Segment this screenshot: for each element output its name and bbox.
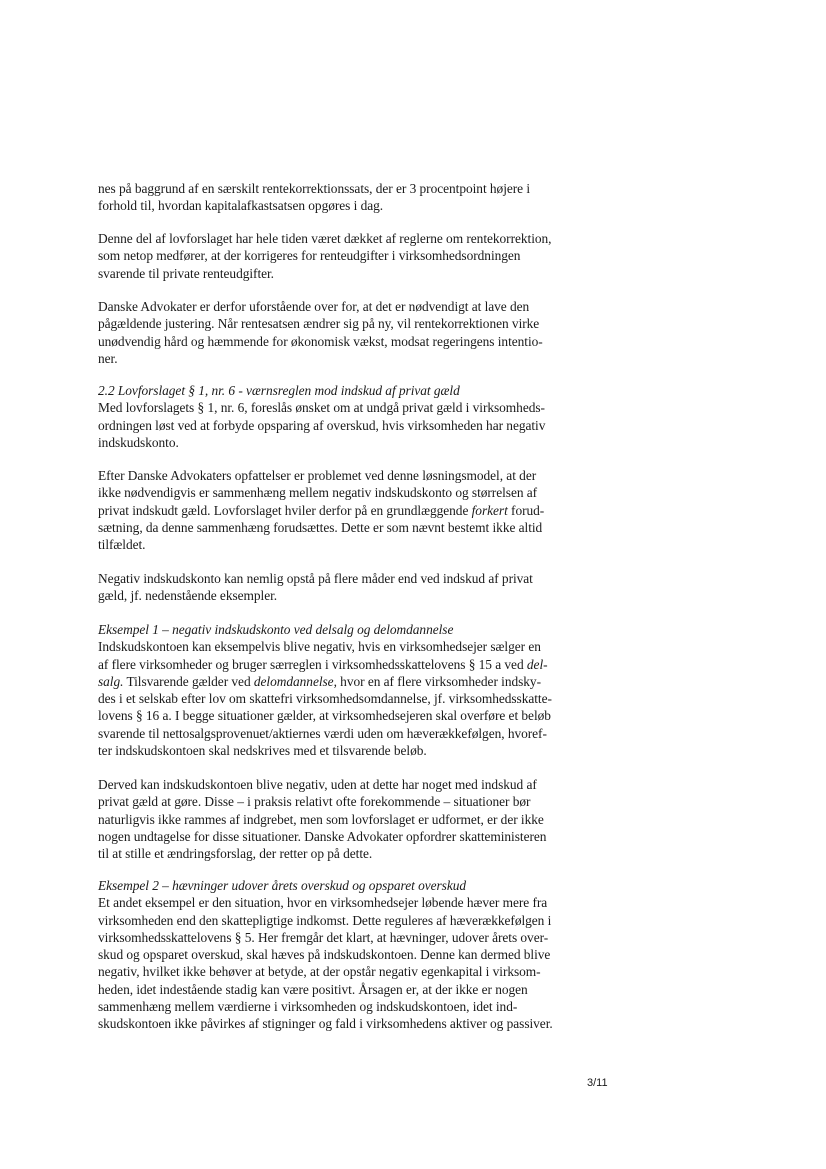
text-line: Indskudskontoen kan eksempelvis blive negativ, hvis en virksomhedsejer sælger en	[98, 639, 541, 655]
text-line: des i et selskab efter lov om skattefri virksomhedsomdannelse, jf. virksomhedsskatte-	[98, 691, 552, 707]
text-line: af flere virksomheder og bruger særreglen i virksomhedsskattelovens § 15 a ved del-	[98, 656, 548, 672]
text-line: Danske Advokater er derfor uforstående over for, at det er nødvendigt at lave den	[98, 299, 530, 314]
section-heading: Eksempel 2 – hævninger udover årets overskud og opsparet overskud	[98, 878, 467, 893]
text-line: pågældende justering. Når rentesatsen ændrer sig på ny, vil rentekorrektionen virke	[98, 316, 540, 332]
text-line: til at stille et ændringsforslag, der retter op på dette.	[98, 846, 373, 862]
text-line: virksomheden end den skattepligtige indkomst. Dette reguleres af hæverækkefølgen i	[98, 912, 552, 928]
paragraph	[98, 570, 533, 605]
text-line: ordningen løst ved at forbyde opsparing af overskud, hvis virksomheden har negativ	[98, 417, 546, 433]
text-line: heden, idet indestående stadig kan være positivt. Årsagen er, at der ikke er nogen	[98, 981, 528, 997]
text-line: sammenhæng mellem værdierne i virksomheden og indskudskontoen, idet ind-	[98, 999, 518, 1015]
text-line: unødvendig hård og hæmmende for økonomisk vækst, modsat regeringens intentio-	[98, 333, 543, 349]
text-line: Derved kan indskudskontoen blive negativ, uden at dette har noget med indskud af	[98, 777, 537, 792]
section-block	[98, 382, 545, 451]
text-line: privat indskudt gæld. Lovforslaget hviler derfor på en grundlæggende forkert forud-	[98, 502, 545, 518]
paragraph	[98, 298, 543, 367]
text-line: privat gæld at gøre. Disse – i praksis relativt ofte forekommende – situationer bør	[98, 794, 531, 810]
text-line: ter indskudskontoen skal nedskrives med et tilsvarende beløb.	[98, 743, 427, 759]
text-line: forhold til, hvordan kapitalafkastsatsen opgøres i dag.	[98, 198, 384, 214]
text-line: Denne del af lovforslaget har hele tiden været dækket af reglerne om rentekorrektion,	[98, 231, 552, 246]
section-heading: Eksempel 1 – negativ indskudskonto ved delsalg og delomdannelse	[98, 622, 454, 637]
text-line: Et andet eksempel er den situation, hvor en virksomhedsejer løbende hæver mere fra	[98, 895, 548, 911]
text-line: Med lovforslagets § 1, nr. 6, foreslås ønsket om at undgå privat gæld i virksomheds-	[98, 400, 545, 416]
paragraph	[98, 467, 544, 553]
text-line: tilfældet.	[98, 537, 146, 553]
text-line: indskudskonto.	[98, 434, 179, 450]
section-block	[98, 621, 552, 759]
paragraph	[98, 230, 551, 282]
text-line: gæld, jf. nedenstående eksempler.	[98, 588, 278, 604]
text-line: ikke nødvendigvis er sammenhæng mellem negativ indskudskonto og størrelsen af	[98, 485, 538, 501]
text-line: nogen undtagelse for disse situationer. Danske Advokater opfordrer skatteministeren	[98, 828, 547, 844]
paragraph	[98, 776, 546, 862]
page-number: 3/11	[587, 1077, 608, 1089]
text-line: ner.	[98, 350, 118, 366]
text-line: skud og opsparet overskud, skal hæves på indskudskontoen. Denne kan dermed blive	[98, 947, 551, 963]
text-line: lovens § 16 a. I begge situationer gælder, at virksomhedsejeren skal overføre et beløb	[98, 708, 551, 724]
text-line: svarende til private renteudgifter.	[98, 265, 274, 281]
text-line: negativ, hvilket ikke behøver at betyde, at der opstår negativ egenkapital i virksom-	[98, 964, 541, 980]
paragraph	[98, 180, 530, 215]
text-line: Efter Danske Advokaters opfattelser er problemet ved denne løsningsmodel, at der	[98, 468, 537, 483]
text-line: virksomhedsskattelovens § 5. Her fremgår det klart, at hævninger, udover årets over-	[98, 929, 549, 945]
text-line: som netop medfører, at der korrigeres for renteudgifter i virksomhedsordningen	[98, 248, 521, 264]
section-block	[98, 877, 553, 1033]
text-line: salg. Tilsvarende gælder ved delomdannelse, hvor en af flere virksomheder indsky-	[98, 673, 541, 689]
text-line: skudskontoen ikke påvirkes af stigninger og fald i virksomhedens aktiver og passiver.	[98, 1016, 553, 1032]
text-line: naturligvis ikke rammes af indgrebet, men som lovforslaget er udformet, er der ikke	[98, 811, 544, 827]
text-line: Negativ indskudskonto kan nemlig opstå på flere måder end ved indskud af privat	[98, 571, 533, 586]
text-line: nes på baggrund af en særskilt rentekorrektionssats, der er 3 procentpoint højere i	[98, 181, 531, 196]
text-line: sætning, da denne sammenhæng forudsættes. Dette er som nævnt bestemt ikke altid	[98, 519, 543, 535]
section-heading: 2.2 Lovforslaget § 1, nr. 6 - værnsreglen mod indskud af privat gæld	[98, 383, 460, 398]
text-line: svarende til nettosalgsprovenuet/aktiernes værdi uden om hæverækkefølgen, hvoref-	[98, 725, 547, 741]
